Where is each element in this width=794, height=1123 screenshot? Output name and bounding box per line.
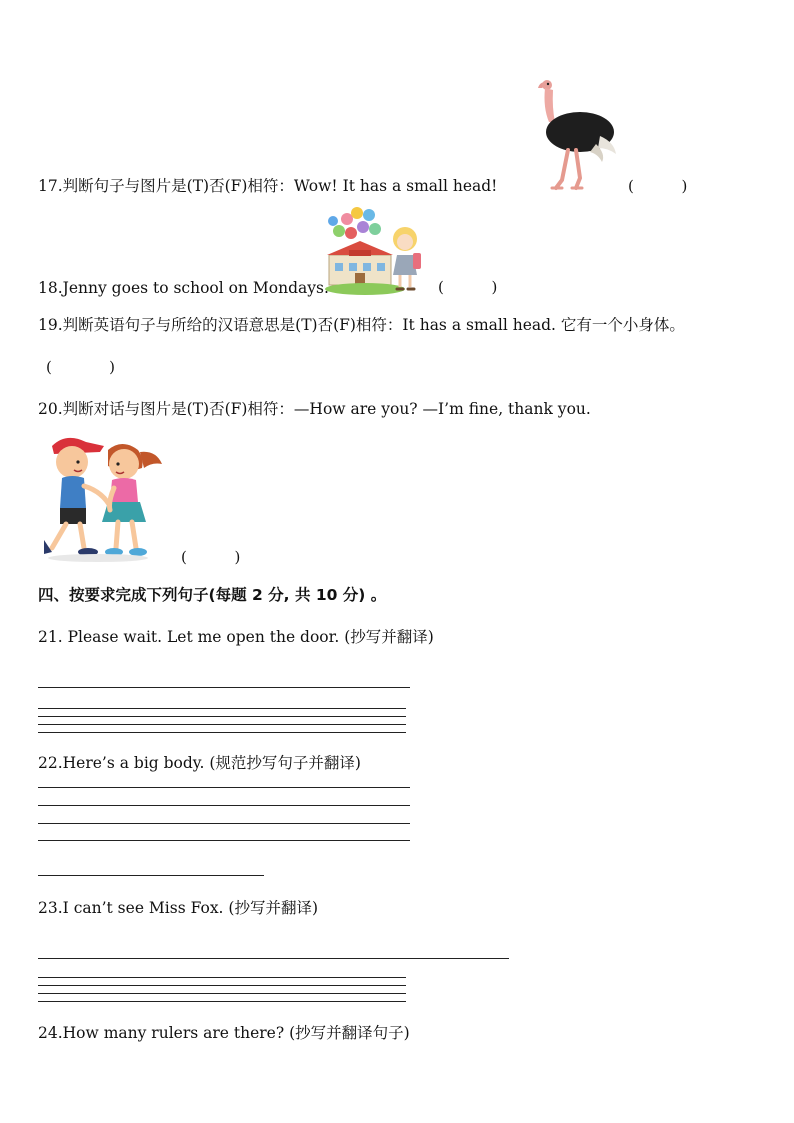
answer-line[interactable] [38, 716, 406, 717]
answer-line[interactable] [38, 724, 406, 725]
question-18-text: 18.Jenny goes to school on Mondays. [38, 279, 329, 297]
answer-line[interactable] [38, 708, 406, 709]
children-greeting-image [38, 432, 174, 566]
question-20-text: 20.判断对话与图片是(T)否(F)相符：—How are you? —I’m fine, thank you. [38, 400, 591, 418]
answer-line[interactable] [38, 1001, 406, 1002]
question-22-text: 22.Here’s a big body. (规范抄写句子并翻译) [38, 754, 361, 772]
question-17-text: 17.判断句子与图片是(T)否(F)相符：Wow! It has a small head! [38, 177, 498, 195]
answer-line[interactable] [38, 805, 410, 806]
question-19-text: 19.判断英语句子与所给的汉语意思是(T)否(F)相符：It has a small head. 它有一个小身体。 [38, 316, 685, 334]
answer-line[interactable] [38, 823, 410, 824]
answer-line[interactable] [38, 787, 410, 788]
question-17-answer-blank[interactable]: ( ) [628, 177, 688, 195]
question-20-answer-blank[interactable]: ( ) [181, 548, 241, 566]
question-19-answer-blank[interactable]: ( ) [46, 358, 115, 376]
question-21-text: 21. Please wait. Let me open the door. (抄写并翻译) [38, 628, 434, 646]
answer-line[interactable] [38, 985, 406, 986]
ostrich-image [530, 78, 622, 193]
question-24-text: 24.How many rulers are there? (抄写并翻译句子) [38, 1024, 410, 1042]
school-girl-balloons-image [325, 205, 430, 297]
answer-line[interactable] [38, 687, 410, 688]
question-18-answer-blank[interactable]: ( ) [438, 278, 498, 296]
answer-line[interactable] [38, 993, 406, 994]
answer-line[interactable] [38, 958, 509, 959]
answer-line[interactable] [38, 732, 406, 733]
answer-line[interactable] [38, 875, 264, 876]
question-23-text: 23.I can’t see Miss Fox. (抄写并翻译) [38, 899, 319, 917]
answer-line[interactable] [38, 977, 406, 978]
section-4-heading: 四、按要求完成下列句子(每题 2 分, 共 10 分) 。 [38, 586, 387, 604]
answer-line[interactable] [38, 840, 410, 841]
